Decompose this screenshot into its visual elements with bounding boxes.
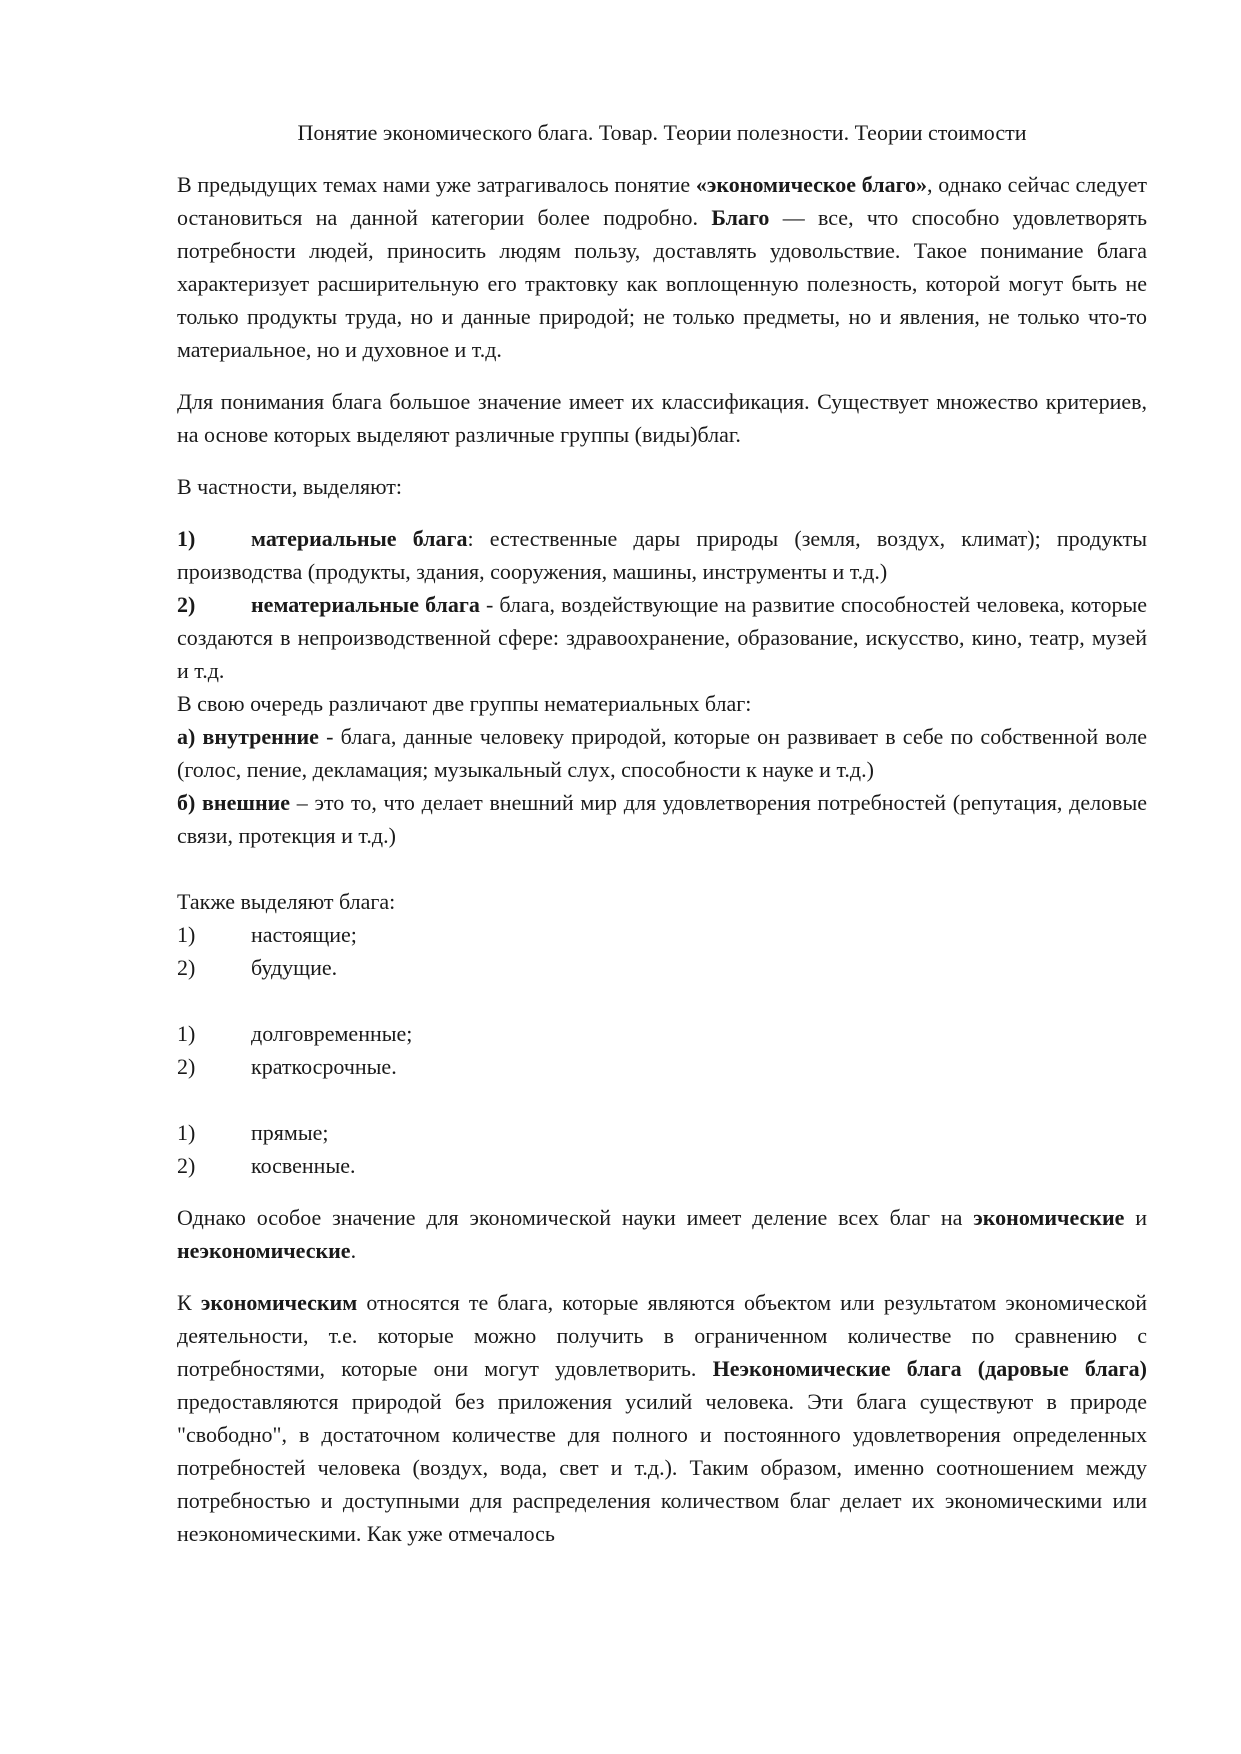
text-run: – это то, что делает внешний мир для удовлетворения потребностей (репутация, деловые связи, протекция и т.д.) <box>177 790 1147 848</box>
list-number: 2) <box>177 955 196 980</box>
bold-term-free-goods: Неэкономические блага (даровые блага) <box>712 1356 1148 1381</box>
list-text: косвенные. <box>251 1153 356 1178</box>
list-number: 2) <box>177 592 196 617</box>
bold-term-material-goods: материальные блага <box>251 526 468 551</box>
bold-term-good: Благо <box>711 205 770 230</box>
list-text: краткосрочные. <box>251 1054 397 1079</box>
paragraph-in-particular: В частности, выделяют: <box>177 474 402 499</box>
document-title: Понятие экономического блага. Товар. Теории полезности. Теории стоимости <box>297 120 1027 145</box>
list-group-directness <box>177 1116 1147 1182</box>
list-group-duration <box>177 1017 1147 1083</box>
list-item <box>177 1050 1147 1083</box>
text-run: К <box>177 1290 201 1315</box>
sub-item-internal <box>177 720 1147 786</box>
bold-term-economic-good: «экономическое благо» <box>695 172 928 197</box>
paragraph-intro <box>177 168 1147 366</box>
list-item <box>177 1017 1147 1050</box>
paragraph-economic-division <box>177 1201 1147 1267</box>
list-item <box>177 1116 1147 1149</box>
list-item <box>177 1149 1147 1182</box>
bold-term-internal: а) внутренние <box>177 724 319 749</box>
text-run: Однако особое значение для экономической науки имеет деление всех благ на <box>177 1205 974 1230</box>
text-run: В предыдущих темах нами уже затрагивалось понятие <box>177 172 696 197</box>
bold-term-external: б) внешние <box>177 790 291 815</box>
text-run: . <box>350 1238 357 1263</box>
sub-item-external <box>177 786 1147 852</box>
bold-term-economic: экономические <box>973 1205 1125 1230</box>
text-run: относятся те блага, которые являются объектом или результатом экономической деятельности, т.е. которые можно получить в ограниченном количестве по сравнению с потребностями, которые они могут удовлетворить. <box>177 1290 1147 1381</box>
text-run: - блага, воздействующие на развитие способностей человека, которые создаются в непроизводственной сфере: здравоохранение, образование, искусство, кино, театр, музей и т.д. <box>177 592 1147 683</box>
list-number: 2) <box>177 1054 196 1079</box>
list-item <box>177 951 1147 984</box>
list-item-immaterial-goods <box>177 588 1147 687</box>
list-text: прямые; <box>251 1120 329 1145</box>
list-number: 1) <box>177 1021 196 1046</box>
text-run: и <box>1124 1205 1147 1230</box>
list-item <box>177 918 1147 951</box>
paragraph-two-groups: В свою очередь различают две группы нематериальных благ: <box>177 691 752 716</box>
paragraph-also-distinguish: Также выделяют блага: <box>177 889 396 914</box>
text-run: - блага, данные человеку природой, которые он развивает в себе по собственной воле (голос, пение, декламация; музыкальный слух, способности к науке и т.д.) <box>177 724 1148 782</box>
list-text: будущие. <box>251 955 338 980</box>
list-number: 1) <box>177 1120 196 1145</box>
text-run: предоставляются природой без приложения усилий человека. Эти блага существуют в природе "свободно", в достаточном количестве для полного и постоянного удовлетворения определенных потребностей человека (воздух, вода, свет и т.д.). Таким образом, именно соотношением между потребностью и доступными для распределения количеством благ делает их экономическими или неэкономическими. Как уже отмечалось <box>177 1389 1147 1546</box>
list-number: 1) <box>177 526 196 551</box>
paragraph-economic-goods-definition <box>177 1286 1147 1550</box>
text-run: — все, что способно удовлетворять потребности людей, приносить людям пользу, доставлять удовольствие. Такое понимание блага характеризует расширительную его трактовку как воплощенную полезность, которой могут быть не только продукты труда, но и данные природой; не только предметы, но и явления, не только что-то материальное, но и духовное и т.д. <box>177 205 1148 362</box>
list-number: 1) <box>177 922 196 947</box>
text-run: : естественные дары природы (земля, воздух, климат); продукты производства (продукты, здания, сооружения, машины, инструменты и т.д.) <box>177 526 1147 584</box>
list-text: долговременные; <box>251 1021 413 1046</box>
list-number: 2) <box>177 1153 196 1178</box>
list-group-time <box>177 918 1147 984</box>
bold-term-immaterial-goods: нематериальные блага <box>251 592 480 617</box>
list-item-material-goods <box>177 522 1147 588</box>
document-body <box>177 116 1147 1550</box>
bold-term-non-economic: неэкономические <box>177 1238 351 1263</box>
bold-term-economic-goods: экономическим <box>200 1290 358 1315</box>
text-run: , однако сейчас следует остановиться на данной категории более подробно. <box>177 172 1147 230</box>
paragraph-classification: Для понимания блага большое значение имеет их классификация. Существует множество критериев, на основе которых выделяют различные группы (виды)благ. <box>177 389 1147 447</box>
list-text: настоящие; <box>251 922 357 947</box>
